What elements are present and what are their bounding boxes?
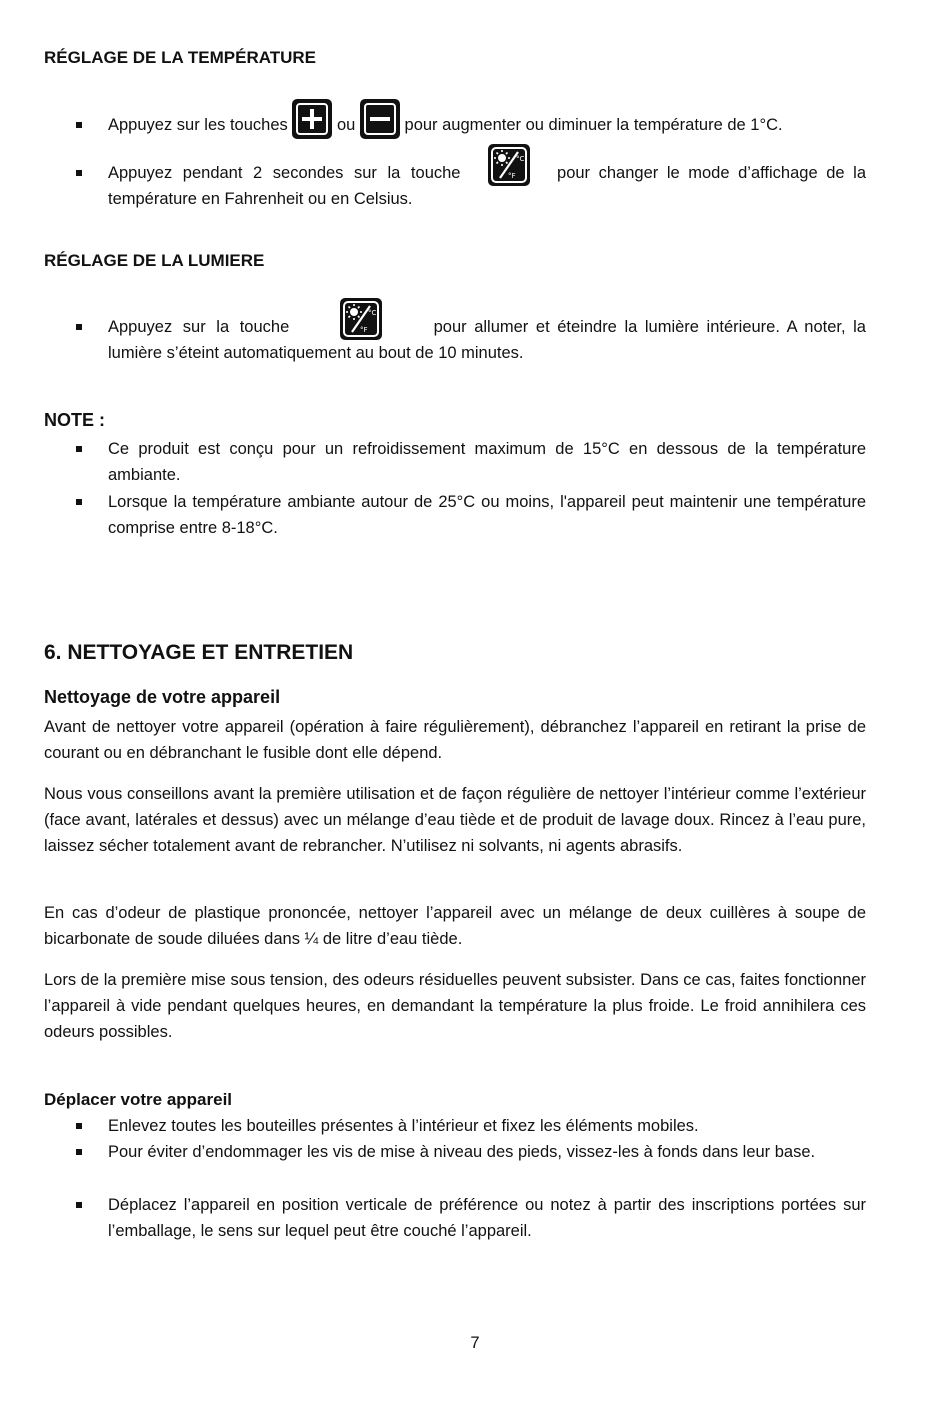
bullet-marker [76, 499, 82, 505]
bullet-marker [76, 122, 82, 128]
paragraph: Avant de nettoyer votre appareil (opération à faire régulièrement), débranchez l’appareil en retirant la prise de courant ou en débranchant le fusible dont elle dépend. [44, 718, 866, 762]
moving-item-text: Déplacez l’appareil en position verticale de préférence ou notez à partir des inscriptions portées sur l’emballage, le sens sur lequel peut être couché l’appareil. [108, 1196, 866, 1240]
text-segment: température en Fahrenheit ou en Celsius. [108, 190, 413, 208]
paragraph: Nous vous conseillons avant la première utilisation et de façon régulière de nettoyer l’intérieur comme l’extérieur (face avant, latérales et dessus) avec un mélange d’eau tiède et de produit de lavage doux. Rincez à l’eau pure, laissez sécher totalement avant de rebrancher. N’utilisez ni solvants, ni agents abrasifs. [44, 785, 866, 855]
temperature-title: RÉGLAGE DE LA TEMPÉRATURE [44, 48, 317, 67]
light-temperature-unit-icon [340, 298, 382, 340]
text-segment: lumière s’éteint automatiquement au bout de 10 minutes. [108, 344, 524, 362]
moving-item-text: Enlevez toutes les bouteilles présentes à l’intérieur et fixez les éléments mobiles. [108, 1117, 699, 1135]
cleaning-subtitle: Nettoyage de votre appareil [44, 687, 281, 707]
text-segment: Appuyez sur les touches [108, 116, 288, 134]
bullet-marker [76, 446, 82, 452]
svg-text:°F: °F [507, 172, 516, 180]
text-segment: pour allumer et éteindre la lumière intérieure. A noter, la [433, 318, 866, 336]
text-segment: Appuyez pendant 2 secondes sur la touche [108, 164, 461, 182]
bullet-marker [76, 324, 82, 330]
text-segment: Appuyez sur la touche [108, 318, 290, 336]
bullet-marker [76, 1123, 82, 1129]
bullet-marker [76, 170, 82, 176]
note-title: NOTE : [44, 410, 105, 430]
light-temperature-unit-icon [488, 144, 530, 186]
svg-text:°C: °C [368, 309, 377, 317]
page-number: 7 [470, 1334, 480, 1352]
bullet-marker [76, 1202, 82, 1208]
text-segment: ou [336, 116, 356, 134]
svg-text:°C: °C [515, 155, 525, 163]
svg-text:°F: °F [360, 326, 368, 334]
moving-item-text: Pour éviter d’endommager les vis de mise à niveau des pieds, vissez-les à fonds dans leur base. [108, 1143, 816, 1161]
note-item-text: Ce produit est conçu pour un refroidissement maximum de 15°C en dessous de la température ambiante. [108, 440, 866, 484]
note-item-text: Lorsque la température ambiante autour de 25°C ou moins, l'appareil peut maintenir une température comprise entre 8-18°C. [108, 493, 866, 537]
text-segment: pour changer le mode d’affichage de la [557, 164, 866, 182]
text-segment: pour augmenter ou diminuer la température de 1°C. [404, 116, 783, 134]
bullet-marker [76, 1149, 82, 1155]
cleaning-title: 6. NETTOYAGE ET ENTRETIEN [44, 641, 354, 664]
plus-button-icon [292, 99, 332, 139]
moving-title: Déplacer votre appareil [44, 1090, 233, 1109]
paragraph: En cas d’odeur de plastique prononcée, nettoyer l’appareil avec un mélange de deux cuillères à soupe de bicarbonate de soude diluées dans ¼ de litre d’eau tiède. [44, 904, 866, 948]
light-title: RÉGLAGE DE LA LUMIERE [44, 251, 265, 270]
minus-button-icon [360, 99, 400, 139]
paragraph: Lors de la première mise sous tension, des odeurs résiduelles peuvent subsister. Dans ce cas, faites fonctionner l’appareil à vide pendant quelques heures, en demandant la température la plus froide. Le froid annihilera ces odeurs possibles. [44, 971, 866, 1041]
